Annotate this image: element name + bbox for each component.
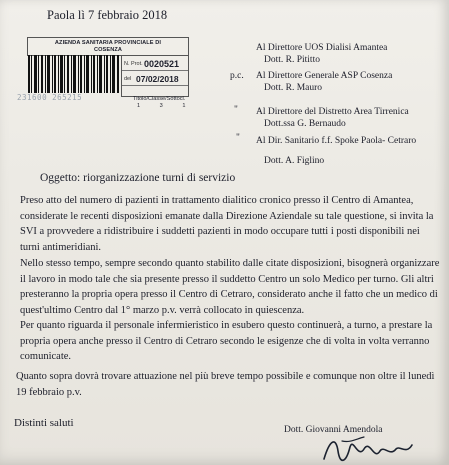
paragraph-1 xyxy=(20,193,433,255)
paragraph-3 xyxy=(20,318,432,365)
paragraph-2-line-4: quest'ultimo Centro dal 1° marzo p.v. verrà collocato in quiescenza. xyxy=(20,304,305,316)
stamp-header xyxy=(27,37,189,56)
paragraph-3-line-2: propria opera anche presso il Centro di Cetraro secondo le esigenze che di volta in volta verranno xyxy=(20,335,430,347)
recipient-4-line2: Dott. A. Figlino xyxy=(264,156,325,166)
paragraph-1-line-1: Preso atto del numero di pazienti in trattamento dialitico cronico presso il Centro di Amantea, xyxy=(20,195,414,206)
stamp-divider xyxy=(122,70,188,71)
stamp-header-line2: COSENZA xyxy=(93,47,123,53)
paragraph-4-line-2: 19 febbraio p.v. xyxy=(16,386,82,398)
recipient-3-line2: Dott.ssa G. Bernaudo xyxy=(264,119,346,129)
recipient-3-line1: Al Direttore del Distretto Area Tirrenica xyxy=(256,107,409,117)
recipient-2-prefix: p.c. xyxy=(230,71,244,81)
protocol-stamp xyxy=(17,37,195,109)
barcode-image xyxy=(27,55,121,95)
recipient-2-line1: Al Direttore Generale ASP Cosenza xyxy=(256,71,393,81)
recipient-4-line1: Al Dir. Sanitario f.f. Spoke Paola- Cetraro xyxy=(256,136,417,146)
recipient-1-line1: Al Direttore UOS Dialisi Amantea xyxy=(256,43,388,53)
closing-salutation: Distinti saluti xyxy=(14,417,74,429)
recipient-2-line2: Dott. R. Mauro xyxy=(264,83,323,93)
stamp-header-line1: AZIENDA SANITARIA PROVINCIALE DI xyxy=(54,40,162,46)
paragraph-3-line-3: comunicate. xyxy=(20,351,72,362)
paragraph-3-line-1: Per quanto riguarda il personale infermieristico in esubero questo continuerà, a turno, a prestare la xyxy=(20,320,433,331)
subject-line: Oggetto: riorganizzazione turni di servizio xyxy=(40,172,236,184)
paragraph-4 xyxy=(16,369,434,400)
protocol-box xyxy=(121,55,189,97)
paragraph-1-line-4: turni antimeridiani. xyxy=(20,241,102,253)
signature-name: Dott. Giovanni Amendola xyxy=(284,425,383,435)
prot-label: N. Prot. xyxy=(124,61,143,67)
del-label: del xyxy=(124,76,132,82)
titolo-label: Titolo/Classe/Sottocl. xyxy=(133,96,186,102)
handwritten-signature xyxy=(320,433,416,465)
paragraph-4-line-1: Quanto sopra dovrà trovare attuazione nel più breve tempo possibile e comunque non oltre il lunedì xyxy=(16,371,435,382)
barcode-number: 231600 265215 xyxy=(17,93,83,102)
paragraph-2 xyxy=(20,256,439,318)
stamp-divider-2 xyxy=(122,85,188,86)
del-value: 07/02/2018 xyxy=(136,74,179,84)
recipient-4-prefix: " xyxy=(236,133,240,143)
paragraph-1-line-2: considerate le recenti disposizioni emanate dalla Direzione Aziendale su tale questione, si invita la xyxy=(20,210,434,222)
recipient-3-prefix: " xyxy=(234,105,238,115)
prot-value: 0020521 xyxy=(144,59,180,69)
paragraph-2-line-3: presteranno la propria opera presso il Centro di Cetraro, considerato anche il fatto che un medico di xyxy=(20,289,438,300)
paragraph-1-line-3: SVI a provvedere a ridistribuire i suddetti pazienti in modo occupare tutti i posti disponibili nei xyxy=(20,226,420,237)
paragraph-2-line-1: Nello stesso tempo, sempre secondo quanto stabilito dalle citate disposizioni, bisognerà organizzare xyxy=(20,258,440,269)
titolo-values: 1 3 1 xyxy=(137,103,186,109)
recipient-1-line2: Dott. R. Pititto xyxy=(264,55,320,65)
date-line: Paola lì 7 febbraio 2018 xyxy=(47,8,168,22)
paragraph-2-line-2: il lavoro in modo tale che sia presente presso il suddetto Centro un solo Medico per turno. Gli altri xyxy=(20,273,434,285)
